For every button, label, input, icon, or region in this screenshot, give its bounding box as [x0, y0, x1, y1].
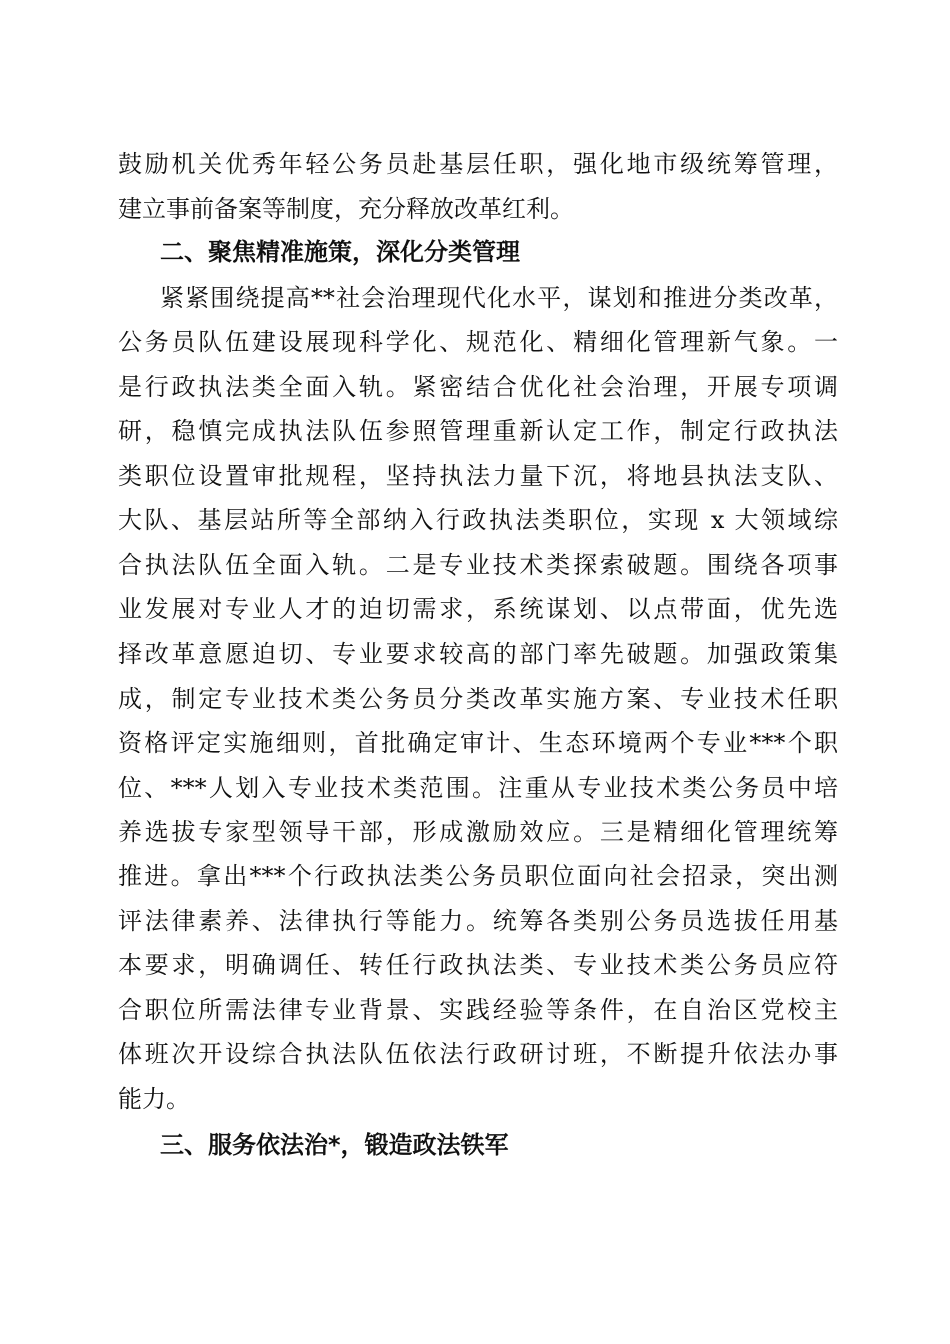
section-2-line-12: 位、***人划入专业技术类范围。注重从专业技术类公务员中培 [118, 774, 838, 802]
section-2-line-8: 业发展对专业人才的迫切需求，系统谋划、以点带面，优先选 [118, 595, 838, 623]
intro-line-1: 鼓励机关优秀年轻公务员赴基层任职，强化地市级统筹管理， [118, 150, 838, 178]
section-2-line-19: 能力。 [118, 1085, 190, 1113]
section-2-line-13: 养选拔专家型领导干部，形成激励效应。三是精细化管理统筹 [118, 818, 838, 846]
section-2-line-14: 推进。拿出***个行政执法类公务员职位面向社会招录，突出测 [118, 862, 838, 890]
section-3-heading: 三、服务依法治*，锻造政法铁军 [160, 1131, 509, 1159]
section-2-line-10: 成，制定专业技术类公务员分类改革实施方案、专业技术任职 [118, 685, 838, 713]
section-2-line-15: 评法律素养、法律执行等能力。统筹各类别公务员选拔任用基 [118, 907, 838, 935]
section-2-line-7: 合执法队伍全面入轨。二是专业技术类探索破题。围绕各项事 [118, 551, 838, 579]
intro-line-2: 建立事前备案等制度，充分释放改革红利。 [118, 195, 574, 223]
section-2-line-11: 资格评定实施细则，首批确定审计、生态环境两个专业***个职 [118, 729, 838, 757]
section-2-line-18: 体班次开设综合执法队伍依法行政研讨班，不断提升依法办事 [118, 1040, 838, 1068]
section-2-line-3: 是行政执法类全面入轨。紧密结合优化社会治理，开展专项调 [118, 373, 838, 401]
section-2-line-9: 择改革意愿迫切、专业要求较高的部门率先破题。加强政策集 [118, 640, 838, 668]
section-2-heading: 二、聚焦精准施策，深化分类管理 [160, 238, 520, 266]
section-2-line-16: 本要求，明确调任、转任行政执法类、专业技术类公务员应符 [118, 951, 838, 979]
section-2-line-1: 紧紧围绕提高**社会治理现代化水平，谋划和推进分类改革， [160, 284, 838, 312]
section-2-line-5: 类职位设置审批规程，坚持执法力量下沉，将地县执法支队、 [118, 462, 838, 490]
section-2-line-17: 合职位所需法律专业背景、实践经验等条件，在自治区党校主 [118, 996, 838, 1024]
section-2-line-4: 研，稳慎完成执法队伍参照管理重新认定工作，制定行政执法 [118, 417, 838, 445]
section-2-line-6: 大队、基层站所等全部纳入行政执法类职位，实现 x 大领域综 [118, 506, 838, 534]
section-2-line-2: 公务员队伍建设展现科学化、规范化、精细化管理新气象。一 [118, 328, 838, 356]
